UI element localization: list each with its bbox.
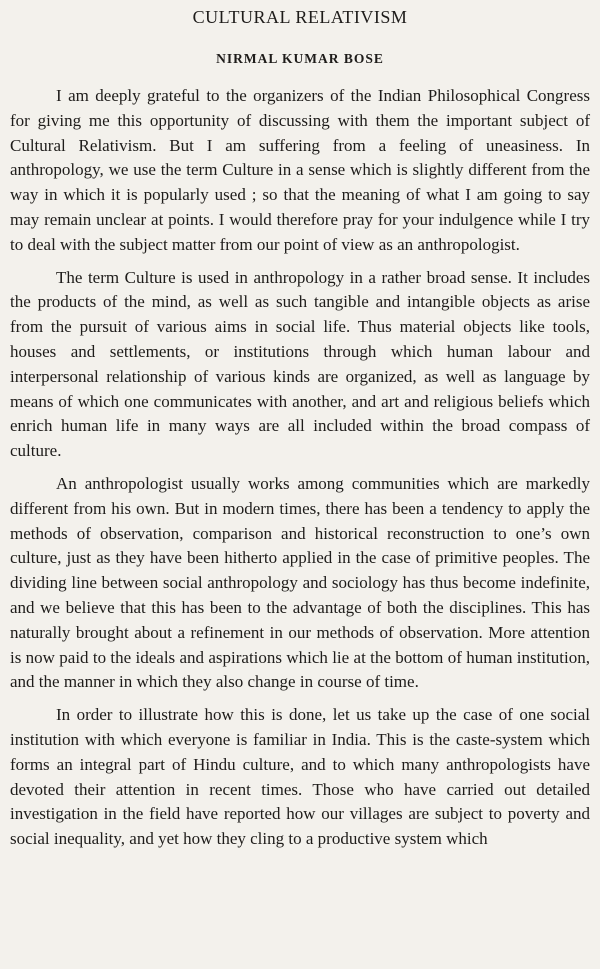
paragraph-1: I am deeply grateful to the organizers of the Indian Philosophical Congress for giving me this opportunity of discussing with them the important subject of Cultural Relativism. But I am suffering from a feeling of uneasiness. In anthropology, we use the term Culture in a sense which is slightly different from the way in which it is popularly used ; so that the meaning of what I am going to say may remain unclear at points. I would therefore pray for your indulgence while I try to deal with the subject matter from our point of view as an anthropologist. (10, 86, 590, 254)
paragraph-2: The term Culture is used in anthropology in a rather broad sense. It includes the products of the mind, as well as such tangible and intangible objects as arise from the pursuit of various aims in social life. Thus material objects like tools, houses and settlements, or institutions through which human labour and interpersonal relationship of various kinds are organized, as well as language by means of which one communicates with another, and art and religious beliefs which enrich human life in many ways are all included within the broad compass of culture. (10, 267, 590, 461)
author-name: NIRMAL KUMAR BOSE (216, 51, 384, 66)
paragraph-4: In order to illustrate how this is done, let us take up the case of one social institution with which everyone is familiar in India. This is the caste-system which forms an integral part of Hindu culture, and to which many anthropologists have devoted their attention in recent times. Those who have carried out detailed investigation in the field have reported how our villages are subject to poverty and social inequality, and yet how they cling to a productive system which (10, 705, 590, 849)
chapter-title: CULTURAL RELATIVISM (192, 7, 408, 27)
paragraph-3: An anthropologist usually works among communities which are markedly different from his own. But in modern times, there has been a tendency to apply the methods of observation, comparison and historical reconstruction to one’s own culture, just as they have been hitherto applied in the case of primitive peoples. The dividing line between social anthropology and sociology has thus become indefinite, and we believe that this has been to the advantage of both the disciplines. This has naturally brought about a refinement in our methods of observation. More attention is now paid to the ideals and aspirations which lie at the bottom of human institution, and the manner in which they also change in course of time. (10, 473, 590, 692)
